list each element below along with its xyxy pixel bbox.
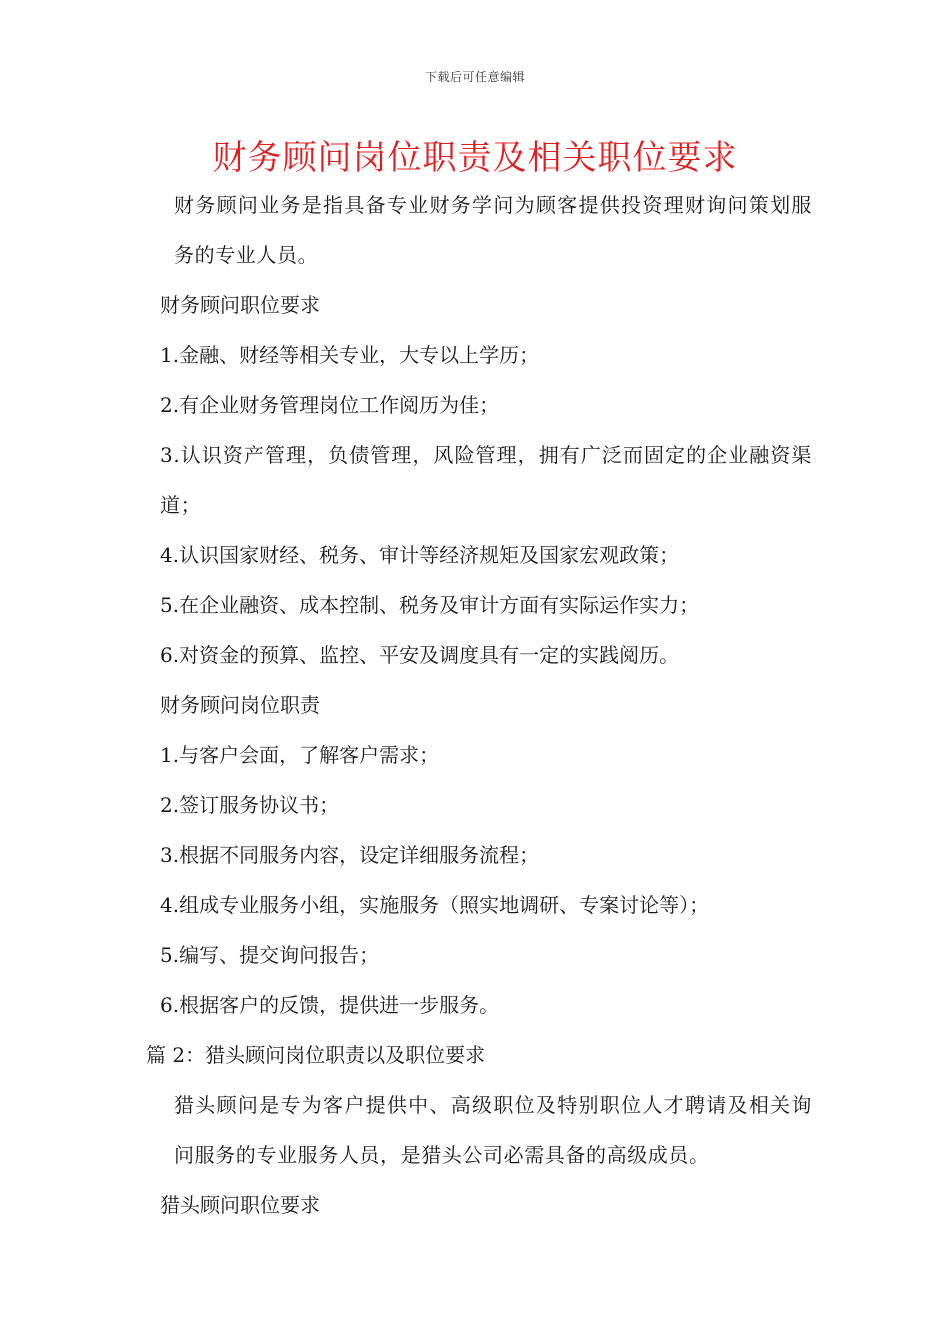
list-item: 3.根据不同服务内容，设定详细服务流程； [160,843,540,867]
paragraph: 财务顾问业务是指具备专业财务学问为顾客提供投资理财询问策划服务的专业人员。 [174,193,812,267]
section-heading: 猎头顾问职位要求 [160,1193,320,1217]
list-item: 5.编写、提交询问报告； [160,943,380,967]
list-item: 4.认识国家财经、税务、审计等经济规矩及国家宏观政策； [160,543,680,567]
list-item: 1.金融、财经等相关专业，大专以上学历； [160,343,540,367]
chapter-heading: 篇 2：猎头顾问岗位职责以及职位要求 [146,1043,486,1067]
list-item: 5.在企业融资、成本控制、税务及审计方面有实际运作实力； [160,593,700,617]
paragraph: 猎头顾问是专为客户提供中、高级职位及特别职位人才聘请及相关询问服务的专业服务人员，是猎头公司必需具备的高级成员。 [174,1093,812,1167]
list-item: 4.组成专业服务小组，实施服务（照实地调研、专案讨论等）； [160,893,710,917]
section-heading: 财务顾问职位要求 [160,293,320,317]
document-body [146,180,812,1230]
section-heading: 财务顾问岗位职责 [160,693,320,717]
list-item: 2.签订服务协议书； [160,793,340,817]
list-item: 6.对资金的预算、监控、平安及调度具有一定的实践阅历。 [160,643,680,667]
list-item: 6.根据客户的反馈，提供进一步服务。 [160,993,500,1017]
page-header: 下载后可任意编辑 [424,70,525,84]
list-item: 1.与客户会面，了解客户需求； [160,743,440,767]
document-title: 财务顾问岗位职责及相关职位要求 [212,138,738,178]
list-item: 3.认识资产管理，负债管理，风险管理，拥有广泛而固定的企业融资渠道； [160,443,812,517]
list-item: 2.有企业财务管理岗位工作阅历为佳； [160,393,500,417]
